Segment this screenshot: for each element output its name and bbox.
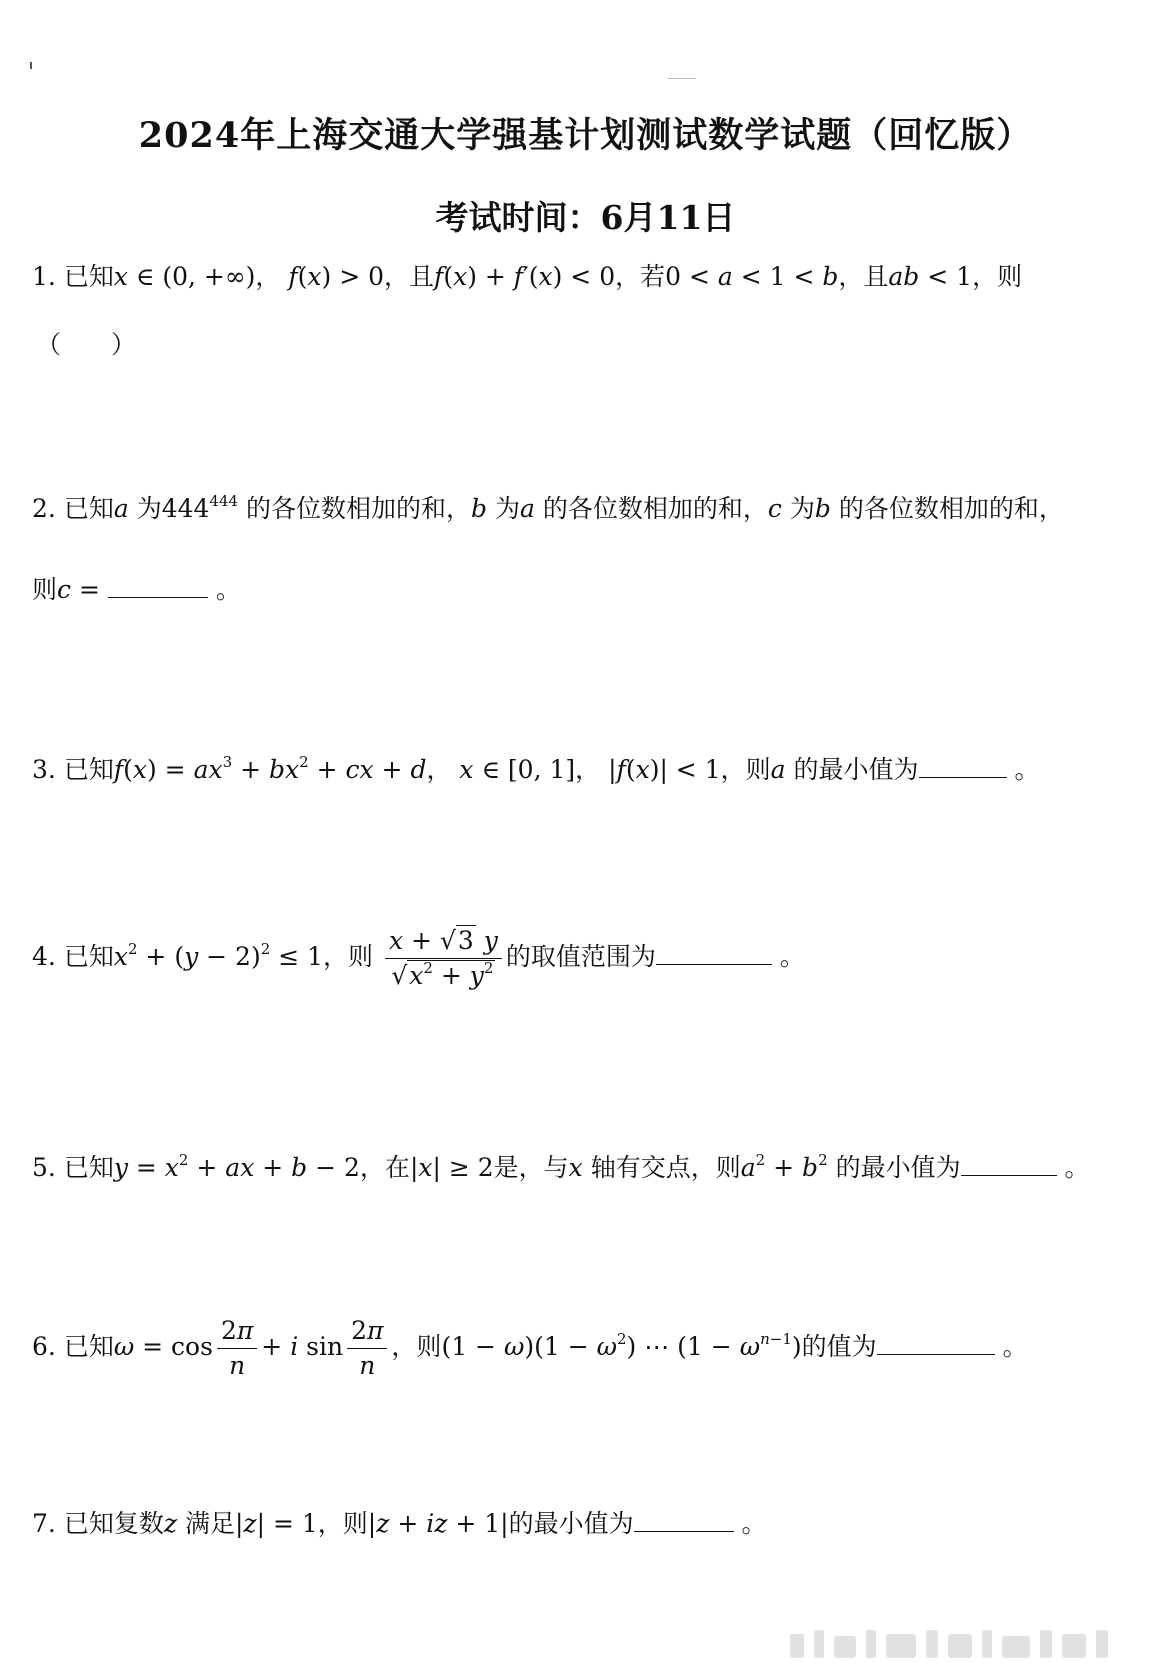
answer-blank[interactable] <box>919 752 1007 778</box>
question-1: 1. 已知x ∈ (0, +∞)， f(x) > 0，且f(x) + f′(x) < 0，若0 < a < 1 < b，且ab < 1，则 <box>32 262 1023 291</box>
question-3: 3. 已知$f(x) = ax^3 + bx^2$ + cx + d， x ∈ [0, 1]， |f(x)| < 1，则a 的最小值为 。 <box>32 753 1040 784</box>
question-6: 6. 已知ω = cos $\frac{2\pi}{n}$ + i sin $\frac{2\pi}{n}$ ，则$(1 - \omega)(1 - \omega^2)$ ⋯ $(1 - \omega^{n-1})$的值为 。 <box>32 1316 1028 1380</box>
question-2-line2: 则c = 。 <box>32 572 1151 605</box>
fraction: $\frac{x + √3 y}{√x^2 + y^2}$ <box>385 926 502 991</box>
question-1-paren: （ ） <box>36 330 137 359</box>
fraction: $\frac{2\pi}{n}$ <box>217 1316 257 1381</box>
question-2: 2. 已知a 为$444^{444}$ 的各位数相加的和，b 为a 的各位数相加的和，c 为b 的各位数相加的和， <box>32 492 1064 523</box>
watermark-logo-icon <box>790 1628 1120 1662</box>
question-7: 7. 已知复数z 满足|z| = 1，则|z + iz + 1|的最小值为 。 <box>32 1506 1151 1539</box>
page-title: 2024年上海交通大学强基计划测试数学试题（回忆版） <box>138 115 1033 156</box>
answer-blank[interactable] <box>634 1506 734 1532</box>
scan-line <box>668 78 696 79</box>
exam-time: 考试时间：6月11日 <box>435 198 736 237</box>
scan-mark <box>30 62 32 69</box>
question-4: 4. 已知$x^2 + (y - 2)^2 \le 1$，则 $\frac{x + √3 y}{√x^2 + y^2}$ 的取值范围为 。 <box>32 926 805 990</box>
answer-blank[interactable] <box>656 939 772 965</box>
answer-blank[interactable] <box>961 1150 1057 1176</box>
answer-blank[interactable] <box>877 1329 995 1355</box>
fraction: $\frac{2\pi}{n}$ <box>347 1316 387 1381</box>
question-5: 5. 已知$y = x^2$ + ax + b − 2，在|x| ≥ 2是，与x 轴有交点，则$a^2 + b^2$ 的最小值为 。 <box>32 1151 1090 1182</box>
answer-blank[interactable] <box>108 572 208 598</box>
